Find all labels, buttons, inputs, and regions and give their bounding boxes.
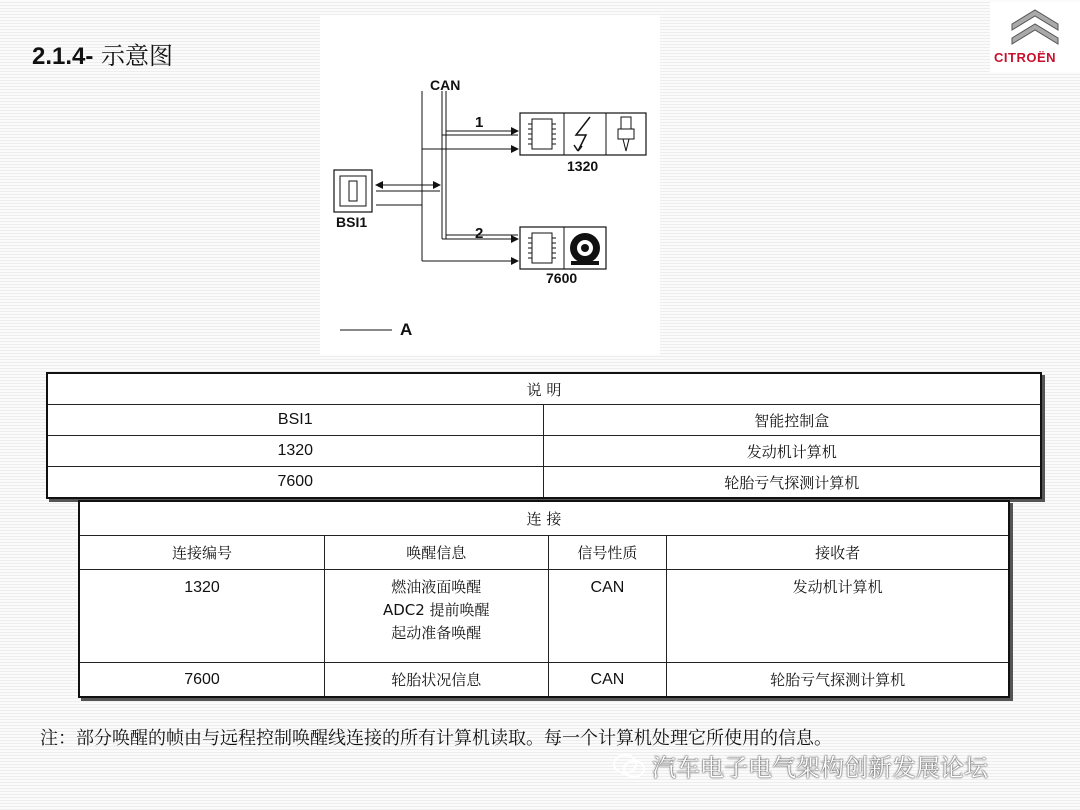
- watermark-text: 汽车电子电气架构创新发展论坛: [652, 754, 988, 782]
- connection-header: 连 接: [79, 501, 1009, 536]
- wake-info-line: 起动准备唤醒: [391, 624, 482, 642]
- bsi-module: [334, 170, 372, 212]
- table-row: [79, 663, 1009, 698]
- section-number: 2.1.4-: [32, 43, 94, 70]
- bsi1-label: BSI1: [336, 214, 368, 230]
- column-header-wake: 唤醒信息: [324, 536, 548, 570]
- node-1320-label: 1320: [567, 158, 599, 174]
- table-row: [47, 405, 1041, 436]
- wake-info-line: 燃油液面唤醒: [391, 578, 482, 596]
- wake-info-cell: [324, 570, 548, 663]
- node-7600-label: 7600: [546, 270, 578, 286]
- table-row: [79, 570, 1009, 663]
- section-title: 示意图: [93, 42, 174, 70]
- connection-table: [78, 500, 1010, 698]
- component-code: 7600: [47, 467, 543, 499]
- description-header: 说 明: [47, 373, 1041, 405]
- component-description: 智能控制盒: [543, 405, 1041, 436]
- schematic-lines: [320, 15, 660, 355]
- link-1-label: 1: [475, 114, 484, 131]
- schematic-diagram: [320, 15, 660, 355]
- column-header-signal: 信号性质: [548, 536, 667, 570]
- component-description: 轮胎亏气探测计算机: [543, 467, 1041, 499]
- connection-id: 7600: [79, 663, 324, 698]
- watermark: [612, 748, 988, 783]
- legend-letter: A: [400, 320, 413, 339]
- component-description: 发动机计算机: [543, 436, 1041, 467]
- signal-type: CAN: [548, 570, 667, 663]
- ecu-chip-icon: [528, 233, 556, 263]
- citroen-logo: [990, 2, 1080, 72]
- footnote: 注：部分唤醒的帧由与远程控制唤醒线连接的所有计算机读取。每一个计算机处理它所使用的信息。: [40, 728, 832, 749]
- receiver: 轮胎亏气探测计算机: [667, 663, 1009, 698]
- column-headers: [79, 536, 1009, 570]
- ecu-chip-icon: [528, 119, 556, 149]
- citroen-chevrons-icon: [990, 2, 1080, 50]
- wake-info-line: 轮胎状况信息: [324, 663, 548, 698]
- page-title: [32, 36, 173, 71]
- column-header-receiver: 接收者: [667, 536, 1009, 570]
- receiver: 发动机计算机: [667, 570, 1009, 663]
- can-bus-label: CAN: [430, 77, 461, 93]
- column-header-id: 连接编号: [79, 536, 324, 570]
- table-row: [47, 467, 1041, 499]
- table-row: [47, 436, 1041, 467]
- connection-id: 1320: [79, 570, 324, 663]
- brand-text: CITROËN: [994, 50, 1056, 65]
- wake-info-line: ADC2 提前唤醒: [382, 601, 490, 619]
- ecu-7600-module: [520, 227, 606, 269]
- signal-type: CAN: [548, 663, 667, 698]
- link-2-label: 2: [475, 225, 484, 242]
- ecu-1320-module: [520, 113, 646, 155]
- description-table: [46, 372, 1042, 499]
- wechat-icon: [612, 753, 646, 779]
- component-code: BSI1: [47, 405, 543, 436]
- component-code: 1320: [47, 436, 543, 467]
